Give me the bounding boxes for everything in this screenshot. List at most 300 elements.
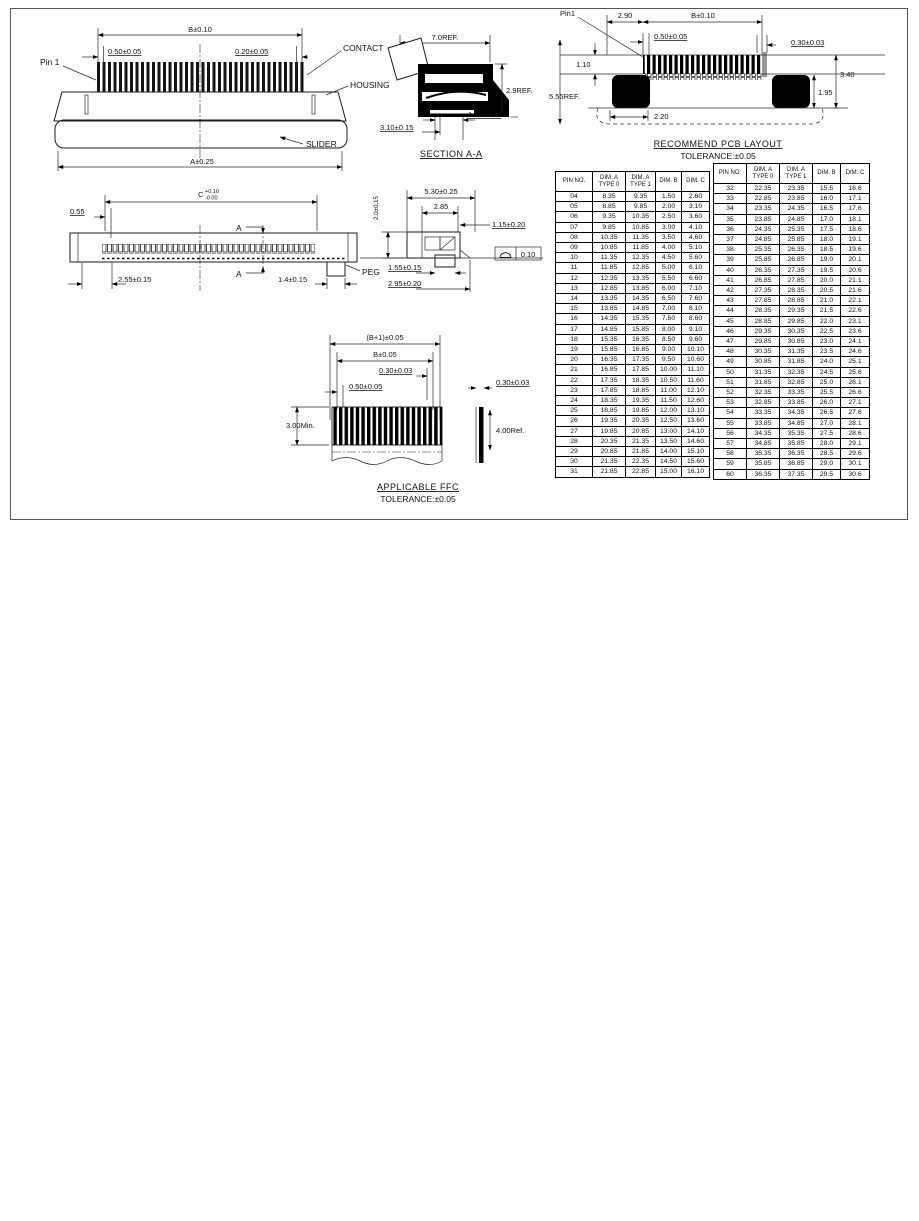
table-cell: 15.00	[656, 467, 682, 477]
table-row	[556, 324, 710, 334]
surface-profile-icon	[500, 253, 511, 258]
table-cell: 29.5	[813, 469, 841, 479]
table-cell: 35.85	[747, 459, 780, 469]
table-cell: 21.5	[813, 306, 841, 316]
col-dim-c: DIM. C	[841, 164, 870, 184]
table-cell: 11.35	[593, 253, 626, 263]
anchor-pad-right	[772, 75, 810, 108]
table-cell: 38	[714, 245, 747, 255]
table-cell: 15.35	[626, 314, 656, 324]
table-cell: 5.50	[656, 273, 682, 283]
table-cell: 25.1	[841, 357, 870, 367]
col-dim-a-type1: DIM. A TYPE 1	[780, 164, 813, 184]
table-cell: 6.60	[682, 273, 710, 283]
dim-pitch-label: 0.50±0.05	[654, 32, 688, 41]
table-cell: 6.00	[656, 283, 682, 293]
table-cell: 18.1	[841, 214, 870, 224]
table-cell: 29.6	[841, 449, 870, 459]
table-cell: 20.0	[813, 275, 841, 285]
table-cell: 16.85	[593, 365, 626, 375]
table-cell: 16.0	[813, 194, 841, 204]
table-cell: 53	[714, 398, 747, 408]
table-cell: 26.6	[841, 388, 870, 398]
col-dim-a-type1: DIM. A TYPE 1	[626, 172, 656, 192]
table-cell: 25.85	[780, 235, 813, 245]
table-cell: 04	[556, 192, 593, 202]
table-cell: 34.35	[780, 408, 813, 418]
table-cell: 2.50	[656, 212, 682, 222]
dim-trace-label: 0.30±0.03	[379, 366, 413, 375]
table-cell: 9.60	[682, 334, 710, 344]
table-cell: 11	[556, 263, 593, 273]
table-cell: 20.85	[626, 426, 656, 436]
peg-shape	[327, 262, 345, 276]
anchor-pad-left	[612, 75, 650, 108]
table-cell: 18.85	[626, 385, 656, 395]
table-cell: 24.6	[841, 347, 870, 357]
table-row	[556, 232, 710, 242]
table-cell: 24.35	[747, 224, 780, 234]
table-cell: 16.10	[682, 467, 710, 477]
dim-width-label: 7.0REF.	[431, 33, 459, 42]
table-row	[714, 398, 870, 408]
table-cell: 15.5	[813, 184, 841, 194]
pin1-label: Pin 1	[40, 57, 60, 67]
table-cell: 52	[714, 388, 747, 398]
side-view-drawing	[30, 183, 390, 305]
table-cell: 26.35	[747, 265, 780, 275]
table-cell: 23.85	[747, 214, 780, 224]
table-cell: 18.85	[593, 406, 626, 416]
table-cell: 11.35	[626, 232, 656, 242]
table-row	[714, 377, 870, 387]
table-cell: 4.60	[682, 232, 710, 242]
table-cell: 10.00	[656, 365, 682, 375]
table-cell: 18.35	[593, 396, 626, 406]
col-dim-a-type0: DIM. A TYPE 0	[747, 164, 780, 184]
table-cell: 13.60	[682, 416, 710, 426]
table-cell: 35.35	[780, 428, 813, 438]
table-cell: 19.5	[813, 265, 841, 275]
contact-pins	[96, 62, 304, 92]
table-cell: 06	[556, 212, 593, 222]
ffc-side-profile	[479, 407, 484, 463]
table-cell: 17.85	[626, 365, 656, 375]
table-row	[556, 396, 710, 406]
table-cell: 20.35	[593, 436, 626, 446]
dim-0-55-label: 0.55	[70, 207, 85, 216]
table-cell: 8.60	[682, 314, 710, 324]
table-cell: 5.10	[682, 243, 710, 253]
dim-5-55-label: 5.55REF.	[549, 92, 580, 101]
table-cell: 16.6	[841, 184, 870, 194]
table-row	[714, 439, 870, 449]
break-line	[332, 458, 442, 465]
pin-dimension-table-left	[555, 171, 710, 478]
table-row	[556, 467, 710, 477]
table-row	[556, 426, 710, 436]
table-cell: 12.35	[593, 273, 626, 283]
ffc-title: APPLICABLE FFC	[376, 482, 460, 492]
table-cell: 34.85	[747, 439, 780, 449]
table-cell: 8.85	[593, 202, 626, 212]
table-cell: 21.85	[593, 467, 626, 477]
table-cell: 9.00	[656, 345, 682, 355]
table-cell: 30	[556, 457, 593, 467]
table-cell: 09	[556, 243, 593, 253]
table-row	[714, 326, 870, 336]
table-cell: 32.35	[747, 388, 780, 398]
table-cell: 7.60	[682, 294, 710, 304]
table-cell: 35.35	[747, 449, 780, 459]
table-cell: 21	[556, 365, 593, 375]
table-cell: 7.10	[682, 283, 710, 293]
table-cell: 28.6	[841, 428, 870, 438]
table-cell: 22.35	[747, 184, 780, 194]
table-cell: 17	[556, 324, 593, 334]
table-cell: 19.35	[626, 396, 656, 406]
table-row	[556, 345, 710, 355]
dim-c-minus: -0.00	[205, 195, 218, 202]
col-dim-b: DIM. B	[656, 172, 682, 192]
table-cell: 25.35	[747, 245, 780, 255]
table-cell: 16	[556, 314, 593, 324]
dim-inner-label: 1.90±0.15	[468, 110, 502, 119]
table-cell: 27.85	[780, 275, 813, 285]
pcb-tolerance: TOLERANCE:±0.05	[680, 151, 756, 161]
table-cell: 20.85	[593, 447, 626, 457]
dim-5-30-label: 5.30±0.25	[424, 187, 458, 196]
table-cell: 19.6	[841, 245, 870, 255]
pad-highlight	[762, 52, 767, 77]
table-cell: 23.1	[841, 316, 870, 326]
table-cell: 24.5	[813, 367, 841, 377]
table-cell: 25.35	[780, 224, 813, 234]
table-cell: 10.35	[593, 232, 626, 242]
table-cell: 33.85	[780, 398, 813, 408]
table-cell: 28.35	[780, 286, 813, 296]
ffc-conductors	[332, 407, 442, 445]
dim-2-85-label: 2.85	[433, 202, 449, 211]
table-cell: 12	[556, 273, 593, 283]
pcb-layout-drawing	[548, 5, 893, 165]
table-cell: 30.35	[780, 326, 813, 336]
table-row	[556, 334, 710, 344]
dim-c-plus: +0.10	[205, 189, 219, 195]
dim-2-20-label: 2.20	[654, 112, 669, 121]
table-cell: 12.85	[626, 263, 656, 273]
table-cell: 9.50	[656, 355, 682, 365]
table-row	[714, 224, 870, 234]
table-row	[714, 316, 870, 326]
table-cell: 21.0	[813, 296, 841, 306]
table-cell: 8.35	[593, 192, 626, 202]
table-row	[556, 283, 710, 293]
table-cell: 29.85	[780, 316, 813, 326]
table-cell: 56	[714, 428, 747, 438]
dim-a-label: A±0.25	[190, 157, 214, 166]
table-cell: 51	[714, 377, 747, 387]
table-row	[556, 294, 710, 304]
table-cell: 39	[714, 255, 747, 265]
table-cell: 10.35	[626, 212, 656, 222]
table-cell: 18.6	[841, 224, 870, 234]
dim-exposed-label: 3.00Min.	[286, 421, 315, 430]
table-cell: 28.5	[813, 449, 841, 459]
table-cell: 26.85	[747, 275, 780, 285]
table-cell: 50	[714, 367, 747, 377]
table-cell: 4.10	[682, 222, 710, 232]
table-cell: 22.85	[626, 467, 656, 477]
table-cell: 27.35	[780, 265, 813, 275]
table-row	[714, 184, 870, 194]
dim-height-label: 2.9REF.	[506, 86, 533, 95]
table-cell: 34.85	[780, 418, 813, 428]
table-cell: 32.85	[747, 398, 780, 408]
table-row	[714, 418, 870, 428]
table-cell: 36.35	[747, 469, 780, 479]
table-row	[714, 388, 870, 398]
table-cell: 12.60	[682, 396, 710, 406]
table-cell: 28.85	[780, 296, 813, 306]
table-cell: 15.35	[593, 334, 626, 344]
table-cell: 05	[556, 202, 593, 212]
dim-b-label: B±0.10	[691, 11, 715, 20]
table-row	[714, 459, 870, 469]
table-cell: 5.60	[682, 253, 710, 263]
table-row	[556, 192, 710, 202]
table-cell: 13.35	[626, 273, 656, 283]
table-cell: 22.0	[813, 316, 841, 326]
table-cell: 3.50	[656, 232, 682, 242]
table-cell: 31	[556, 467, 593, 477]
table-header	[556, 172, 710, 192]
table-cell: 17.85	[593, 385, 626, 395]
table-row	[714, 428, 870, 438]
table-cell: 6.50	[656, 294, 682, 304]
table-row	[714, 275, 870, 285]
dim-1-10-label: 1.10	[576, 60, 591, 69]
table-row	[556, 273, 710, 283]
table-cell: 14.60	[682, 436, 710, 446]
table-cell: 22.5	[813, 326, 841, 336]
dim-contact-label: 0.20±0.05	[235, 47, 269, 56]
table-cell: 36.85	[780, 459, 813, 469]
table-row	[714, 235, 870, 245]
table-cell: 10.50	[656, 375, 682, 385]
table-cell: 44	[714, 306, 747, 316]
table-cell: 42	[714, 286, 747, 296]
front-view-drawing	[30, 18, 390, 180]
table-cell: 36.35	[780, 449, 813, 459]
table-cell: 23.0	[813, 337, 841, 347]
table-cell: 8.10	[682, 304, 710, 314]
table-row	[556, 212, 710, 222]
table-row	[556, 202, 710, 212]
table-cell: 17.5	[813, 224, 841, 234]
table-cell: 18.5	[813, 245, 841, 255]
table-cell: 28.1	[841, 418, 870, 428]
table-cell: 19	[556, 345, 593, 355]
table-row	[556, 375, 710, 385]
table-row	[714, 408, 870, 418]
table-cell: 10.10	[682, 345, 710, 355]
table-cell: 35	[714, 214, 747, 224]
table-cell: 16.35	[626, 334, 656, 344]
table-row	[714, 357, 870, 367]
table-row	[556, 314, 710, 324]
table-cell: 57	[714, 439, 747, 449]
table-cell: 16.35	[593, 355, 626, 365]
table-row	[556, 457, 710, 467]
table-cell: 14.50	[656, 457, 682, 467]
pin-dimension-table-right	[713, 163, 870, 480]
table-cell: 14.85	[626, 304, 656, 314]
table-cell: 21.85	[626, 447, 656, 457]
table-row	[556, 355, 710, 365]
table-cell: 20.5	[813, 286, 841, 296]
table-row	[556, 304, 710, 314]
table-cell: 12.85	[593, 283, 626, 293]
table-row	[714, 449, 870, 459]
table-cell: 17.6	[841, 204, 870, 214]
table-cell: 29.0	[813, 459, 841, 469]
table-cell: 26	[556, 416, 593, 426]
table-cell: 48	[714, 347, 747, 357]
table-cell: 20	[556, 355, 593, 365]
table-cell: 14	[556, 294, 593, 304]
table-cell: 21.35	[626, 436, 656, 446]
table-cell: 45	[714, 316, 747, 326]
table-cell: 34.35	[747, 428, 780, 438]
table-cell: 10.60	[682, 355, 710, 365]
table-cell: 13	[556, 283, 593, 293]
table-cell: 07	[556, 222, 593, 232]
table-cell: 4.50	[656, 253, 682, 263]
table-cell: 10.85	[626, 222, 656, 232]
dim-2-0-label: 2.0±0.15	[373, 195, 380, 220]
table-cell: 30.35	[747, 347, 780, 357]
col-dim-c: DIM. C	[682, 172, 710, 192]
table-row	[714, 306, 870, 316]
table-cell: 26.35	[780, 245, 813, 255]
contact-teeth-row	[102, 244, 315, 254]
table-cell: 16.85	[626, 345, 656, 355]
table-cell: 25.6	[841, 367, 870, 377]
table-cell: 8.50	[656, 334, 682, 344]
table-cell: 29	[556, 447, 593, 457]
table-cell: 23.5	[813, 347, 841, 357]
table-row	[714, 214, 870, 224]
dim-1-55-label: 1.55±0.15	[388, 263, 422, 272]
table-cell: 13.10	[682, 406, 710, 416]
table-cell: 23	[556, 385, 593, 395]
table-cell: 13.00	[656, 426, 682, 436]
table-row	[556, 447, 710, 457]
peg-label: PEG	[362, 267, 380, 277]
dim-b-label: B±0.10	[188, 25, 212, 34]
table-row	[714, 255, 870, 265]
table-cell: 13.85	[626, 283, 656, 293]
col-pin-no: PIN NO.	[556, 172, 593, 192]
table-cell: 27.5	[813, 428, 841, 438]
table-cell: 20.6	[841, 265, 870, 275]
table-cell: 28.0	[813, 439, 841, 449]
table-row	[556, 416, 710, 426]
table-cell: 26.1	[841, 377, 870, 387]
table-row	[556, 253, 710, 263]
table-cell: 7.50	[656, 314, 682, 324]
table-cell: 26.5	[813, 408, 841, 418]
table-cell: 9.35	[626, 192, 656, 202]
table-cell: 59	[714, 459, 747, 469]
table-cell: 8.00	[656, 324, 682, 334]
table-cell: 9.10	[682, 324, 710, 334]
housing-label: HOUSING	[350, 80, 390, 90]
table-cell: 22.85	[747, 194, 780, 204]
table-cell: 41	[714, 275, 747, 285]
table-cell: 40	[714, 265, 747, 275]
section-a-bottom-label: A	[236, 269, 242, 279]
table-cell: 13.35	[593, 294, 626, 304]
dim-depth-label: 4.00Ref.	[496, 426, 525, 435]
dim-1-4-label: 1.4±0.15	[278, 275, 308, 284]
dim-pitch-label: 0.50±0.05	[349, 382, 383, 391]
dim-1-15-label: 1.15±0.20	[492, 220, 526, 229]
table-cell: 24	[556, 396, 593, 406]
table-cell: 29.35	[780, 306, 813, 316]
table-cell: 15.60	[682, 457, 710, 467]
section-a-top-label: A	[236, 223, 242, 233]
table-cell: 9.85	[626, 202, 656, 212]
dim-offset-label: 2.90	[617, 11, 633, 20]
table-cell: 17.35	[593, 375, 626, 385]
table-cell: 10	[556, 253, 593, 263]
table-cell: 18	[556, 334, 593, 344]
table-row	[714, 367, 870, 377]
table-cell: 26.85	[780, 255, 813, 265]
table-row	[714, 469, 870, 479]
table-cell: 36	[714, 224, 747, 234]
table-cell: 19.85	[626, 406, 656, 416]
table-cell: 23.35	[780, 184, 813, 194]
section-view-drawing	[378, 22, 573, 172]
table-row	[714, 286, 870, 296]
table-cell: 7.00	[656, 304, 682, 314]
table-cell: 23.6	[841, 326, 870, 336]
table-cell: 54	[714, 408, 747, 418]
table-cell: 37	[714, 235, 747, 245]
table-cell: 15.10	[682, 447, 710, 457]
table-cell: 46	[714, 326, 747, 336]
table-row	[556, 365, 710, 375]
table-row	[714, 245, 870, 255]
table-cell: 24.0	[813, 357, 841, 367]
table-row	[714, 194, 870, 204]
table-cell: 26.0	[813, 398, 841, 408]
table-cell: 9.35	[593, 212, 626, 222]
table-cell: 31.35	[780, 347, 813, 357]
table-cell: 29.85	[747, 337, 780, 347]
table-cell: 08	[556, 232, 593, 242]
table-cell: 27.6	[841, 408, 870, 418]
table-cell: 3.00	[656, 222, 682, 232]
table-cell: 15.85	[626, 324, 656, 334]
table-cell: 19.0	[813, 255, 841, 265]
table-cell: 11.10	[682, 365, 710, 375]
table-cell: 15.85	[593, 345, 626, 355]
table-cell: 34	[714, 204, 747, 214]
